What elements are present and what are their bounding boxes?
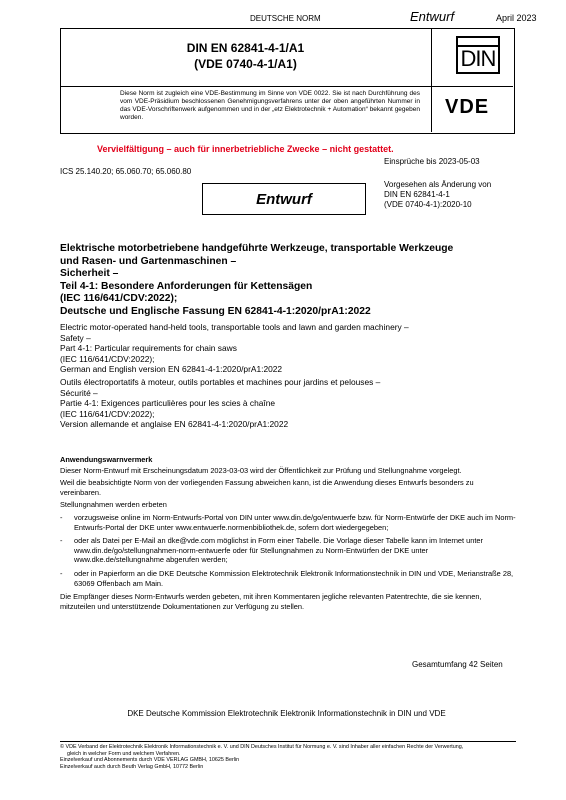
header-divider xyxy=(60,86,513,87)
title-fr-line-3: Partie 4-1: Exigences particulières pour les scies à chaîne xyxy=(60,398,276,409)
draft-box: Entwurf xyxy=(202,183,366,215)
din-logo-text: DIN xyxy=(460,46,496,71)
title-de-line-5: (IEC 116/641/CDV:2022); xyxy=(60,293,178,305)
title-en-line-4: (IEC 116/641/CDV:2022); xyxy=(60,353,155,364)
logo-column-divider xyxy=(431,28,432,132)
objection-deadline: Einsprüche bis 2023-05-03 xyxy=(384,157,480,166)
title-fr-line-5: Version allemande et anglaise EN 62841-4-1:2020/prA1:2022 xyxy=(60,419,289,430)
norm-label: DEUTSCHE NORM xyxy=(250,14,321,23)
bullet-mark: - xyxy=(60,568,63,578)
replacement-line-2: DIN EN 62841-4-1 xyxy=(384,190,450,199)
bullet-text: oder in Papierform an die DKE Deutsche Kommission Elektrotechnik Elektronik Informationstechnik in DIN und VDE, Merianstraße 28, 63069 Offenbach am Main. xyxy=(74,568,514,588)
vde-logo: VDE xyxy=(445,96,490,118)
total-pages: Gesamtumfang 42 Seiten xyxy=(412,660,503,669)
footer-divider xyxy=(60,741,516,742)
bullet-text: vorzugsweise online im Norm-Entwurfs-Portal von DIN unter www.din.de/go/entwuerfe bzw. für Norm-Entwürfe der DKE auch im Norm-Entwurfs-Portal der DKE unter www.entwuerfe.normenbibliothek.de, sofern dort wiedergegeben; xyxy=(74,512,516,532)
title-de-line-2: und Rasen- und Gartenmaschinen – xyxy=(60,255,237,267)
din-logo xyxy=(456,36,500,74)
usage-note-heading: Anwendungswarnvermerk xyxy=(60,455,153,464)
bullet-text: oder als Datei per E-Mail an dke@vde.com möglichst in Form einer Tabelle. Die Vorlage dieser Tabelle kann im Internet unter www.din.de/go/stellungnahmen-norm-entwuerfe oder für Stellungnahmen zu Norm-Entwürfen der DKE unter www.dke.de/stellungnahme abgerufen werden; xyxy=(74,536,483,565)
vde-number: (VDE 0740-4-1/A1) xyxy=(194,57,297,71)
copy-warning: Vervielfältigung – auch für innerbetriebliche Zwecke – nicht gestattet. xyxy=(97,144,394,154)
list-item xyxy=(60,536,516,565)
draft-status: Entwurf xyxy=(410,9,455,24)
footer xyxy=(60,744,530,770)
document-number: DIN EN 62841-4-1/A1 xyxy=(186,41,305,55)
title-de-line-6: Deutsche und Englische Fassung EN 62841-4-1:2020/prA1:2022 xyxy=(60,305,371,317)
title-fr-line-1: Outils électroportatifs à moteur, outils portables et machines pour jardins et pelouses – xyxy=(60,377,381,387)
publication-date: April 2023 xyxy=(496,13,537,23)
sale-line-1: Einzelverkauf und Abonnements durch VDE VERLAG GMBH, 10625 Berlin xyxy=(60,757,240,764)
replacement-line-1: Vorgesehen als Änderung von xyxy=(384,180,492,189)
committee: DKE Deutsche Kommission Elektrotechnik Elektronik Informationstechnik in DIN und VDE xyxy=(127,709,446,718)
title-de-line-1: Elektrische motorbetriebene handgeführte Werkzeuge, transportable Werkzeuge xyxy=(60,243,454,254)
title-english xyxy=(60,322,530,375)
title-de-line-3: Sicherheit – xyxy=(60,268,119,280)
bullet-mark: - xyxy=(60,536,63,546)
sale-line-2: Einzelverkauf auch durch Beuth Verlag GmbH, 10772 Berlin xyxy=(60,763,204,770)
vde-note: Diese Norm ist zugleich eine VDE-Bestimmung im Sinne von VDE 0022. Sie ist nach Durchführung des vom VDE-Präsidium beschlossenen Genehmigungsverfahrens unter der oben angeführten Nummer in das VDE-Vorschriftenwerk aufgenommen und in der „etz Elektrotechnik + Automation“ bekannt gegeben worden. xyxy=(120,90,420,121)
list-item xyxy=(60,569,516,588)
title-en-line-2: Safety – xyxy=(60,332,91,343)
bullet-mark: - xyxy=(60,512,63,522)
ics-codes: ICS 25.140.20; 65.060.70; 65.060.80 xyxy=(60,167,192,176)
title-de-line-4: Teil 4-1: Besondere Anforderungen für Kettensägen xyxy=(60,280,313,292)
title-french xyxy=(60,377,530,430)
title-en-line-5: German and English version EN 62841-4-1:2020/prA1:2022 xyxy=(60,364,283,375)
title-fr-line-2: Sécurité – xyxy=(60,387,98,398)
usage-note-p1: Dieser Norm-Entwurf mit Erscheinungsdatum 2023-03-03 wird der Öffentlichkeit zur Prüfung und Stellungnahme vorgelegt. xyxy=(60,465,462,475)
title-en-line-1: Electric motor-operated hand-held tools, transportable tools and lawn and garden machinery – xyxy=(60,322,409,332)
usage-note-p2: Weil die beabsichtigte Norm von der vorliegenden Fassung abweichen kann, ist die Anwendung dieses Entwurfs besonders zu vereinbaren. xyxy=(60,478,474,497)
title-german xyxy=(60,243,530,319)
replacement-line-3: (VDE 0740-4-1):2020-10 xyxy=(384,200,472,209)
list-item xyxy=(60,513,516,532)
title-fr-line-4: (IEC 116/641/CDV:2022); xyxy=(60,408,155,419)
copyright-line-1: © VDE Verband der Elektrotechnik Elektronik Informationstechnik e. V. und DIN Deutsches Institut für Normung e. V. sind Inhaber aller einfachen Rechte der Verwertung, xyxy=(60,744,464,750)
usage-note xyxy=(60,455,516,611)
usage-note-p4: Die Empfänger dieses Norm-Entwurfs werden gebeten, mit ihren Kommentaren jegliche relevanten Patentrechte, die sie kennen, mitzuteilen und unterstützende Dokumentationen zur Verfügung zu stellen. xyxy=(60,592,482,611)
copyright-line-2: gleich in welcher Form und welchem Verfahren. xyxy=(67,750,181,757)
title-en-line-3: Part 4-1: Particular requirements for chain saws xyxy=(60,343,237,354)
usage-note-p3: Stellungnahmen werden erbeten xyxy=(60,500,167,510)
